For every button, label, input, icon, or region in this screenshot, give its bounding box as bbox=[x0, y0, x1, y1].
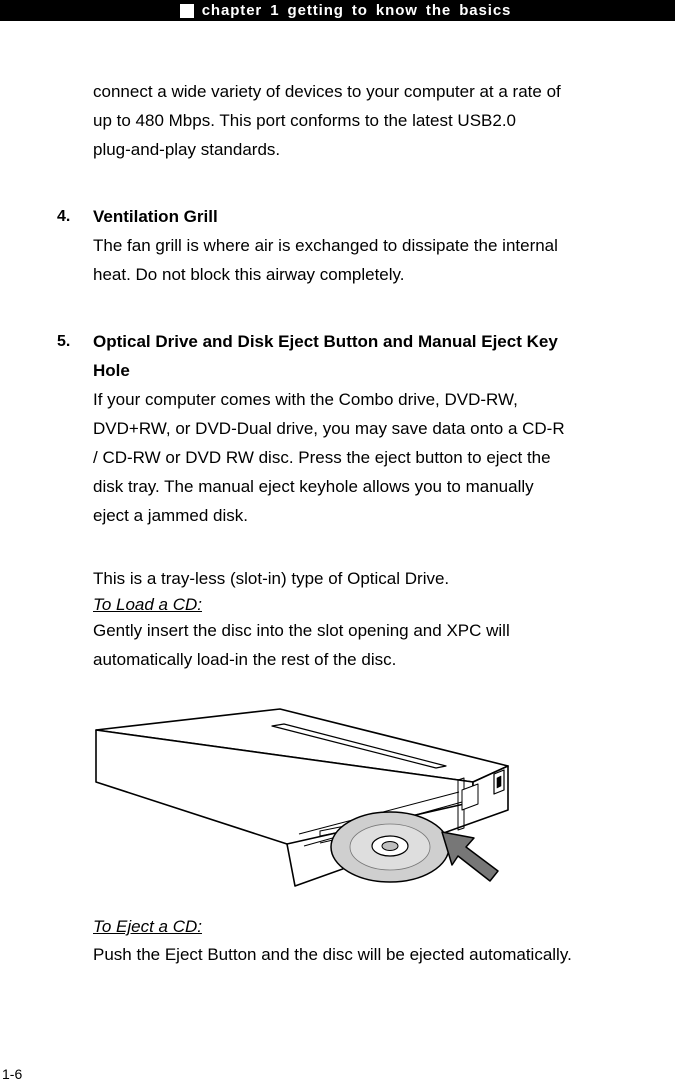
slot-in-paragraph bbox=[93, 564, 673, 674]
section-4-body bbox=[93, 231, 673, 289]
text-line: disk tray. The manual eject keyhole allows you to manually bbox=[93, 477, 534, 496]
text-line: plug-and-play standards. bbox=[93, 140, 281, 159]
section-5-title bbox=[93, 327, 558, 385]
text-line: If your computer comes with the Combo drive, DVD-RW, bbox=[93, 390, 518, 409]
chapter-header-bar bbox=[0, 0, 675, 21]
text-line: Gently insert the disc into the slot opening and XPC will bbox=[93, 621, 510, 640]
eject-paragraph bbox=[93, 914, 673, 969]
section-5-body bbox=[93, 385, 673, 530]
optical-drive-illustration bbox=[90, 706, 510, 892]
text-line: connect a wide variety of devices to your computer at a rate of bbox=[93, 82, 561, 101]
square-bullet-icon bbox=[180, 4, 194, 18]
text-line: heat. Do not block this airway completely. bbox=[93, 265, 405, 284]
text-line: Push the Eject Button and the disc will be ejected automatically. bbox=[93, 945, 572, 964]
text-line: automatically load-in the rest of the disc. bbox=[93, 650, 397, 669]
section-5-number: 5. bbox=[57, 333, 71, 350]
title-line: Hole bbox=[93, 361, 130, 380]
eject-cd-heading: To Eject a CD: bbox=[93, 917, 202, 936]
chapter-header bbox=[180, 2, 512, 19]
text-line: / CD-RW or DVD RW disc. Press the eject button to eject the bbox=[93, 448, 551, 467]
insert-arrow-icon bbox=[442, 832, 498, 881]
title-line: Optical Drive and Disk Eject Button and Manual Eject Key bbox=[93, 332, 558, 351]
section-4-title: Ventilation Grill bbox=[93, 207, 218, 226]
load-cd-heading: To Load a CD: bbox=[93, 595, 202, 614]
cd-disc-icon bbox=[331, 812, 449, 882]
text-line: up to 480 Mbps. This port conforms to the latest USB2.0 bbox=[93, 111, 517, 130]
section-4-number: 4. bbox=[57, 208, 71, 225]
text-line: This is a tray-less (slot-in) type of Optical Drive. bbox=[93, 569, 450, 588]
page-number: 1-6 bbox=[2, 1066, 23, 1082]
intro-paragraph bbox=[93, 77, 673, 164]
text-line: DVD+RW, or DVD-Dual drive, you may save data onto a CD-R bbox=[93, 419, 565, 438]
chapter-title: chapter 1 getting to know the basics bbox=[201, 2, 512, 19]
text-line: The fan grill is where air is exchanged to dissipate the internal bbox=[93, 236, 558, 255]
text-line: eject a jammed disk. bbox=[93, 506, 248, 525]
